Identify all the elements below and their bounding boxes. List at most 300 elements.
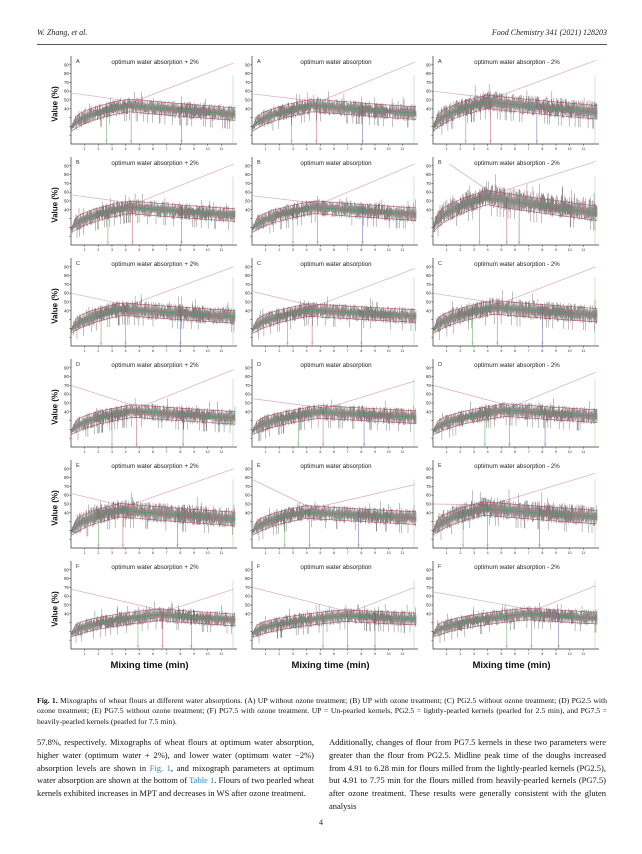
body-left-text-3: . Flours of two pearled wheat kernels exhibited increases in MPT and decreases in WS after ozone treatment. bbox=[37, 775, 314, 798]
svg-text:90: 90 bbox=[426, 62, 431, 68]
svg-text:1: 1 bbox=[445, 450, 448, 454]
svg-text:1: 1 bbox=[83, 652, 86, 656]
body-text bbox=[37, 736, 607, 813]
svg-text:4: 4 bbox=[305, 248, 308, 252]
svg-text:70: 70 bbox=[64, 584, 69, 590]
svg-text:70: 70 bbox=[426, 79, 431, 85]
svg-text:11: 11 bbox=[400, 450, 405, 454]
svg-text:11: 11 bbox=[400, 147, 405, 151]
svg-text:11: 11 bbox=[581, 147, 586, 151]
svg-text:8: 8 bbox=[179, 147, 182, 151]
svg-text:80: 80 bbox=[426, 71, 431, 77]
svg-text:40: 40 bbox=[64, 207, 69, 213]
svg-text:50: 50 bbox=[426, 97, 431, 103]
svg-text:50: 50 bbox=[426, 400, 431, 406]
panel-title: optimum water absorption bbox=[300, 261, 372, 268]
svg-text:7: 7 bbox=[346, 450, 349, 454]
svg-text:2: 2 bbox=[278, 551, 281, 555]
svg-text:80: 80 bbox=[245, 172, 250, 178]
svg-text:6: 6 bbox=[333, 450, 335, 454]
svg-text:11: 11 bbox=[400, 349, 405, 353]
svg-text:3: 3 bbox=[473, 551, 475, 555]
svg-text:50: 50 bbox=[245, 602, 250, 608]
svg-text:9: 9 bbox=[193, 450, 195, 454]
svg-text:10: 10 bbox=[567, 652, 572, 656]
svg-text:11: 11 bbox=[581, 652, 586, 656]
svg-text:5: 5 bbox=[319, 147, 322, 151]
panel-title: optimum water absorption bbox=[300, 463, 372, 470]
panel-letter: E bbox=[76, 463, 80, 469]
svg-text:90: 90 bbox=[64, 365, 69, 371]
svg-text:1: 1 bbox=[264, 147, 267, 151]
svg-text:6: 6 bbox=[152, 147, 154, 151]
svg-text:90: 90 bbox=[64, 163, 69, 169]
svg-text:9: 9 bbox=[555, 349, 557, 353]
mixograph-subplot-E2 bbox=[240, 457, 421, 558]
figure-row-D bbox=[35, 356, 613, 457]
panel-letter: B bbox=[438, 160, 442, 166]
svg-text:7: 7 bbox=[527, 652, 530, 656]
svg-text:40: 40 bbox=[245, 207, 250, 213]
svg-text:50: 50 bbox=[64, 501, 69, 507]
svg-text:40: 40 bbox=[426, 207, 431, 213]
svg-text:10: 10 bbox=[567, 147, 572, 151]
svg-text:5: 5 bbox=[319, 450, 322, 454]
svg-text:90: 90 bbox=[64, 264, 69, 270]
svg-text:10: 10 bbox=[205, 652, 210, 656]
svg-text:3: 3 bbox=[292, 248, 294, 252]
svg-text:6: 6 bbox=[514, 450, 516, 454]
svg-text:2: 2 bbox=[97, 652, 100, 656]
svg-text:2: 2 bbox=[278, 652, 281, 656]
svg-text:3: 3 bbox=[292, 551, 294, 555]
svg-text:9: 9 bbox=[193, 349, 195, 353]
svg-text:70: 70 bbox=[426, 382, 431, 388]
svg-text:4: 4 bbox=[124, 349, 127, 353]
svg-text:7: 7 bbox=[346, 147, 349, 151]
svg-text:50: 50 bbox=[245, 501, 250, 507]
svg-text:5: 5 bbox=[500, 147, 503, 151]
svg-text:8: 8 bbox=[179, 450, 182, 454]
svg-text:5: 5 bbox=[138, 551, 141, 555]
header-authors: W. Zhang, et al. bbox=[37, 28, 88, 37]
svg-text:5: 5 bbox=[500, 551, 503, 555]
y-axis-label-cell bbox=[35, 457, 59, 558]
svg-text:10: 10 bbox=[386, 652, 391, 656]
svg-text:8: 8 bbox=[541, 551, 544, 555]
y-axis-label-cell bbox=[35, 255, 59, 356]
svg-text:60: 60 bbox=[426, 492, 431, 498]
svg-text:7: 7 bbox=[165, 450, 168, 454]
svg-text:2: 2 bbox=[459, 551, 462, 555]
panel-letter: A bbox=[76, 59, 80, 65]
svg-text:2: 2 bbox=[97, 349, 100, 353]
svg-text:6: 6 bbox=[152, 248, 154, 252]
figure-row-E bbox=[35, 457, 613, 558]
svg-text:1: 1 bbox=[445, 551, 448, 555]
svg-text:9: 9 bbox=[374, 349, 376, 353]
svg-text:50: 50 bbox=[245, 400, 250, 406]
svg-text:5: 5 bbox=[319, 349, 322, 353]
svg-text:40: 40 bbox=[426, 106, 431, 112]
svg-text:90: 90 bbox=[245, 365, 250, 371]
svg-text:40: 40 bbox=[245, 409, 250, 415]
svg-text:6: 6 bbox=[514, 349, 516, 353]
svg-text:11: 11 bbox=[219, 147, 224, 151]
figure-row-F bbox=[35, 558, 613, 659]
mixograph-subplot-C2 bbox=[240, 255, 421, 356]
svg-text:3: 3 bbox=[111, 652, 113, 656]
svg-text:40: 40 bbox=[64, 106, 69, 112]
mixograph-subplot-E3 bbox=[421, 457, 602, 558]
svg-text:8: 8 bbox=[179, 652, 182, 656]
svg-text:7: 7 bbox=[165, 551, 168, 555]
panel-letter: B bbox=[76, 160, 80, 166]
mixograph-subplot-B3 bbox=[421, 154, 602, 255]
svg-text:70: 70 bbox=[64, 382, 69, 388]
svg-text:50: 50 bbox=[426, 501, 431, 507]
body-right-text: Additionally, changes of flour from PG7.5 kernels in these two parameters were greater than the flour from PG2.5. Midline peak time of the doughs increased from 4.91 to 6.28 min for flours milled from the lightly-pearled kernels (PG2.5), but 4.91 to 7.75 min for the flours milled from heavily-pearled kernels (PG7.5) after ozone treatment. These results were generally consistent with the gluten analysis bbox=[329, 737, 606, 811]
mixograph-subplot-B1 bbox=[59, 154, 240, 255]
svg-text:9: 9 bbox=[193, 248, 195, 252]
svg-text:6: 6 bbox=[152, 652, 154, 656]
panel-title: optimum water absorption - 2% bbox=[474, 160, 560, 167]
mixograph-subplot-F3 bbox=[421, 558, 602, 659]
svg-text:8: 8 bbox=[179, 551, 182, 555]
svg-text:90: 90 bbox=[245, 163, 250, 169]
body-left-text-2: , and mixograph parameters at optimum water absorption are shown at the bottom of bbox=[37, 762, 314, 786]
mixograph-subplot-D1 bbox=[59, 356, 240, 457]
svg-text:5: 5 bbox=[138, 450, 141, 454]
svg-text:70: 70 bbox=[426, 180, 431, 186]
svg-text:7: 7 bbox=[346, 652, 349, 656]
svg-text:10: 10 bbox=[386, 248, 391, 252]
svg-text:11: 11 bbox=[219, 248, 224, 252]
svg-text:70: 70 bbox=[245, 180, 250, 186]
svg-text:40: 40 bbox=[64, 510, 69, 516]
svg-text:1: 1 bbox=[264, 248, 267, 252]
svg-text:40: 40 bbox=[245, 308, 250, 314]
svg-text:4: 4 bbox=[124, 248, 127, 252]
svg-text:8: 8 bbox=[541, 248, 544, 252]
svg-text:11: 11 bbox=[581, 450, 586, 454]
svg-text:10: 10 bbox=[205, 551, 210, 555]
svg-text:60: 60 bbox=[426, 593, 431, 599]
svg-text:1: 1 bbox=[445, 349, 448, 353]
svg-text:9: 9 bbox=[374, 147, 376, 151]
svg-text:3: 3 bbox=[473, 147, 475, 151]
panel-letter: D bbox=[76, 362, 80, 368]
svg-text:50: 50 bbox=[426, 299, 431, 305]
svg-text:2: 2 bbox=[459, 248, 462, 252]
svg-text:1: 1 bbox=[264, 652, 267, 656]
svg-text:10: 10 bbox=[567, 551, 572, 555]
panel-letter: A bbox=[257, 59, 261, 65]
figure-row-C bbox=[35, 255, 613, 356]
svg-text:10: 10 bbox=[567, 349, 572, 353]
svg-text:9: 9 bbox=[555, 147, 557, 151]
mixograph-subplot-E1 bbox=[59, 457, 240, 558]
svg-text:3: 3 bbox=[111, 147, 113, 151]
svg-text:6: 6 bbox=[514, 551, 516, 555]
svg-text:1: 1 bbox=[83, 248, 86, 252]
x-axis-label-col2: Mixing time (min) bbox=[291, 660, 370, 671]
page-number: 4 bbox=[319, 818, 323, 827]
svg-text:5: 5 bbox=[138, 248, 141, 252]
svg-text:80: 80 bbox=[426, 374, 431, 380]
svg-text:7: 7 bbox=[165, 349, 168, 353]
svg-text:5: 5 bbox=[500, 450, 503, 454]
svg-text:60: 60 bbox=[426, 391, 431, 397]
svg-text:4: 4 bbox=[305, 551, 308, 555]
svg-text:1: 1 bbox=[83, 551, 86, 555]
svg-text:11: 11 bbox=[400, 652, 405, 656]
svg-text:90: 90 bbox=[426, 365, 431, 371]
panel-title: optimum water absorption bbox=[300, 160, 372, 167]
svg-text:9: 9 bbox=[374, 551, 376, 555]
svg-text:10: 10 bbox=[386, 551, 391, 555]
svg-text:70: 70 bbox=[426, 483, 431, 489]
svg-text:60: 60 bbox=[64, 290, 69, 296]
svg-text:60: 60 bbox=[245, 88, 250, 94]
mixograph-subplot-F2 bbox=[240, 558, 421, 659]
svg-text:3: 3 bbox=[473, 450, 475, 454]
svg-text:3: 3 bbox=[111, 349, 113, 353]
svg-text:6: 6 bbox=[514, 248, 516, 252]
svg-text:7: 7 bbox=[346, 248, 349, 252]
svg-text:60: 60 bbox=[64, 391, 69, 397]
svg-text:11: 11 bbox=[219, 450, 224, 454]
panel-title: optimum water absorption - 2% bbox=[474, 261, 560, 268]
y-axis-label: Value (%) bbox=[50, 489, 60, 526]
svg-text:1: 1 bbox=[445, 147, 448, 151]
caption-label: Fig. 1. bbox=[37, 695, 58, 705]
svg-text:3: 3 bbox=[111, 450, 113, 454]
svg-text:50: 50 bbox=[245, 198, 250, 204]
figure-row-A bbox=[35, 53, 613, 154]
x-axis-spacer bbox=[35, 660, 59, 671]
svg-text:4: 4 bbox=[486, 248, 489, 252]
panel-letter: F bbox=[257, 564, 261, 570]
panel-letter: C bbox=[257, 261, 261, 267]
svg-text:70: 70 bbox=[64, 180, 69, 186]
svg-text:3: 3 bbox=[292, 450, 294, 454]
svg-text:11: 11 bbox=[400, 551, 405, 555]
svg-text:80: 80 bbox=[245, 374, 250, 380]
svg-text:60: 60 bbox=[426, 88, 431, 94]
panel-letter: A bbox=[438, 59, 442, 65]
svg-text:90: 90 bbox=[426, 567, 431, 573]
svg-text:40: 40 bbox=[426, 510, 431, 516]
svg-text:80: 80 bbox=[64, 172, 69, 178]
svg-text:90: 90 bbox=[245, 567, 250, 573]
svg-text:50: 50 bbox=[245, 97, 250, 103]
panel-title: optimum water absorption bbox=[300, 362, 372, 369]
svg-text:4: 4 bbox=[486, 349, 489, 353]
svg-text:4: 4 bbox=[486, 147, 489, 151]
svg-text:4: 4 bbox=[305, 349, 308, 353]
svg-text:5: 5 bbox=[138, 652, 141, 656]
svg-text:10: 10 bbox=[567, 248, 572, 252]
svg-text:6: 6 bbox=[333, 147, 335, 151]
svg-text:9: 9 bbox=[193, 652, 195, 656]
svg-text:9: 9 bbox=[555, 652, 557, 656]
svg-text:11: 11 bbox=[219, 349, 224, 353]
mixograph-subplot-D3 bbox=[421, 356, 602, 457]
svg-text:2: 2 bbox=[459, 450, 462, 454]
panel-letter: F bbox=[76, 564, 80, 570]
svg-text:4: 4 bbox=[486, 551, 489, 555]
svg-text:80: 80 bbox=[64, 273, 69, 279]
svg-text:80: 80 bbox=[245, 273, 250, 279]
svg-text:4: 4 bbox=[486, 450, 489, 454]
table1-link[interactable]: Table 1 bbox=[189, 775, 215, 786]
body-column-right bbox=[329, 736, 606, 813]
svg-text:7: 7 bbox=[346, 551, 349, 555]
caption-text: Mixographs of wheat flours at different water absorptions. (A) UP without ozone treatment; (B) UP with ozone treatment; (C) PG2.5 without ozone treatment; (D) PG2.5 with ozone treatment; (E) PG7.5 without ozone treatment; (F) PG7.5 with ozone treatment. UP = Un-pearled kernels, PG2.5 = lightly-pearled kernels (pearled for 2.5 min), and PG7.5 = heavily-pearled kernels (pearled for 7.5 min). bbox=[37, 695, 607, 727]
svg-text:8: 8 bbox=[360, 450, 363, 454]
svg-text:60: 60 bbox=[245, 189, 250, 195]
svg-text:2: 2 bbox=[97, 450, 100, 454]
y-axis-label: Value (%) bbox=[50, 287, 60, 324]
svg-text:90: 90 bbox=[426, 264, 431, 270]
x-axis-label-col3: Mixing time (min) bbox=[472, 660, 551, 671]
panel-letter: D bbox=[438, 362, 442, 368]
svg-text:60: 60 bbox=[64, 492, 69, 498]
svg-text:60: 60 bbox=[245, 593, 250, 599]
page-header bbox=[37, 28, 607, 37]
mixograph-subplot-A1 bbox=[59, 53, 240, 154]
panel-letter: E bbox=[257, 463, 261, 469]
svg-text:70: 70 bbox=[245, 382, 250, 388]
svg-text:11: 11 bbox=[581, 551, 586, 555]
svg-text:5: 5 bbox=[500, 652, 503, 656]
panel-title: optimum water absorption + 2% bbox=[111, 160, 199, 167]
figure-grid bbox=[35, 53, 613, 659]
svg-text:40: 40 bbox=[426, 308, 431, 314]
svg-text:4: 4 bbox=[305, 450, 308, 454]
svg-text:8: 8 bbox=[541, 349, 544, 353]
svg-text:50: 50 bbox=[426, 602, 431, 608]
svg-text:11: 11 bbox=[219, 652, 224, 656]
svg-text:2: 2 bbox=[97, 147, 100, 151]
svg-text:7: 7 bbox=[527, 349, 530, 353]
svg-text:90: 90 bbox=[245, 466, 250, 472]
svg-text:70: 70 bbox=[426, 584, 431, 590]
svg-text:70: 70 bbox=[64, 483, 69, 489]
svg-text:11: 11 bbox=[400, 248, 405, 252]
panel-title: optimum water absorption bbox=[300, 59, 372, 66]
svg-text:60: 60 bbox=[64, 593, 69, 599]
svg-text:7: 7 bbox=[527, 551, 530, 555]
svg-text:50: 50 bbox=[64, 602, 69, 608]
y-axis-label-cell bbox=[35, 154, 59, 255]
svg-text:1: 1 bbox=[83, 450, 86, 454]
svg-text:4: 4 bbox=[124, 450, 127, 454]
figure-1 bbox=[35, 53, 613, 671]
svg-text:10: 10 bbox=[386, 147, 391, 151]
x-axis-labels-row bbox=[35, 660, 613, 671]
svg-text:80: 80 bbox=[426, 172, 431, 178]
svg-text:50: 50 bbox=[64, 299, 69, 305]
svg-text:60: 60 bbox=[64, 88, 69, 94]
svg-text:60: 60 bbox=[245, 492, 250, 498]
svg-text:80: 80 bbox=[245, 71, 250, 77]
header-rule bbox=[37, 44, 607, 45]
svg-text:70: 70 bbox=[245, 79, 250, 85]
svg-text:90: 90 bbox=[245, 264, 250, 270]
svg-text:3: 3 bbox=[292, 147, 294, 151]
svg-text:90: 90 bbox=[64, 466, 69, 472]
svg-text:4: 4 bbox=[124, 147, 127, 151]
panel-title: optimum water absorption + 2% bbox=[111, 564, 199, 571]
svg-text:5: 5 bbox=[500, 349, 503, 353]
svg-text:5: 5 bbox=[319, 652, 322, 656]
svg-text:9: 9 bbox=[555, 551, 557, 555]
svg-text:80: 80 bbox=[426, 475, 431, 481]
svg-text:5: 5 bbox=[319, 248, 322, 252]
y-axis-label: Value (%) bbox=[50, 388, 60, 425]
panel-title: optimum water absorption + 2% bbox=[111, 463, 199, 470]
svg-text:90: 90 bbox=[64, 62, 69, 68]
svg-text:40: 40 bbox=[426, 611, 431, 617]
svg-text:10: 10 bbox=[205, 147, 210, 151]
panel-letter: C bbox=[438, 261, 442, 267]
svg-text:3: 3 bbox=[473, 248, 475, 252]
x-axis-label-col1: Mixing time (min) bbox=[110, 660, 189, 671]
header-journal: Food Chemistry 341 (2021) 128203 bbox=[491, 28, 607, 37]
panel-letter: D bbox=[257, 362, 261, 368]
svg-text:50: 50 bbox=[64, 198, 69, 204]
panel-letter: C bbox=[76, 261, 80, 267]
svg-text:6: 6 bbox=[152, 551, 154, 555]
y-axis-label-cell bbox=[35, 558, 59, 659]
fig1-link[interactable]: Fig. 1 bbox=[149, 762, 171, 773]
svg-text:7: 7 bbox=[527, 450, 530, 454]
body-left-text-1: 57.8%, respectively. Mixographs of wheat flours at optimum water absorption, higher water (optimum water + 2%), and lower water (optimum water −2%) absorption levels are shown in bbox=[37, 737, 314, 773]
svg-text:8: 8 bbox=[360, 551, 363, 555]
svg-text:80: 80 bbox=[64, 71, 69, 77]
svg-text:10: 10 bbox=[567, 450, 572, 454]
svg-text:40: 40 bbox=[426, 409, 431, 415]
svg-text:1: 1 bbox=[264, 450, 267, 454]
mixograph-subplot-B2 bbox=[240, 154, 421, 255]
panel-title: optimum water absorption - 2% bbox=[474, 564, 560, 571]
svg-text:10: 10 bbox=[386, 349, 391, 353]
svg-text:8: 8 bbox=[360, 248, 363, 252]
panel-title: optimum water absorption - 2% bbox=[474, 463, 560, 470]
panel-title: optimum water absorption + 2% bbox=[111, 362, 199, 369]
svg-text:6: 6 bbox=[514, 147, 516, 151]
svg-text:70: 70 bbox=[64, 79, 69, 85]
svg-text:8: 8 bbox=[541, 147, 544, 151]
panel-title: optimum water absorption - 2% bbox=[474, 362, 560, 369]
svg-text:7: 7 bbox=[165, 248, 168, 252]
svg-text:60: 60 bbox=[426, 189, 431, 195]
panel-title: optimum water absorption + 2% bbox=[111, 261, 199, 268]
svg-text:1: 1 bbox=[83, 349, 86, 353]
svg-text:4: 4 bbox=[486, 652, 489, 656]
svg-text:10: 10 bbox=[205, 349, 210, 353]
svg-text:8: 8 bbox=[541, 450, 544, 454]
svg-text:2: 2 bbox=[97, 551, 100, 555]
svg-text:6: 6 bbox=[514, 652, 516, 656]
svg-text:2: 2 bbox=[278, 147, 281, 151]
svg-text:90: 90 bbox=[426, 163, 431, 169]
svg-text:70: 70 bbox=[245, 584, 250, 590]
y-axis-label-cell bbox=[35, 356, 59, 457]
svg-text:40: 40 bbox=[64, 308, 69, 314]
